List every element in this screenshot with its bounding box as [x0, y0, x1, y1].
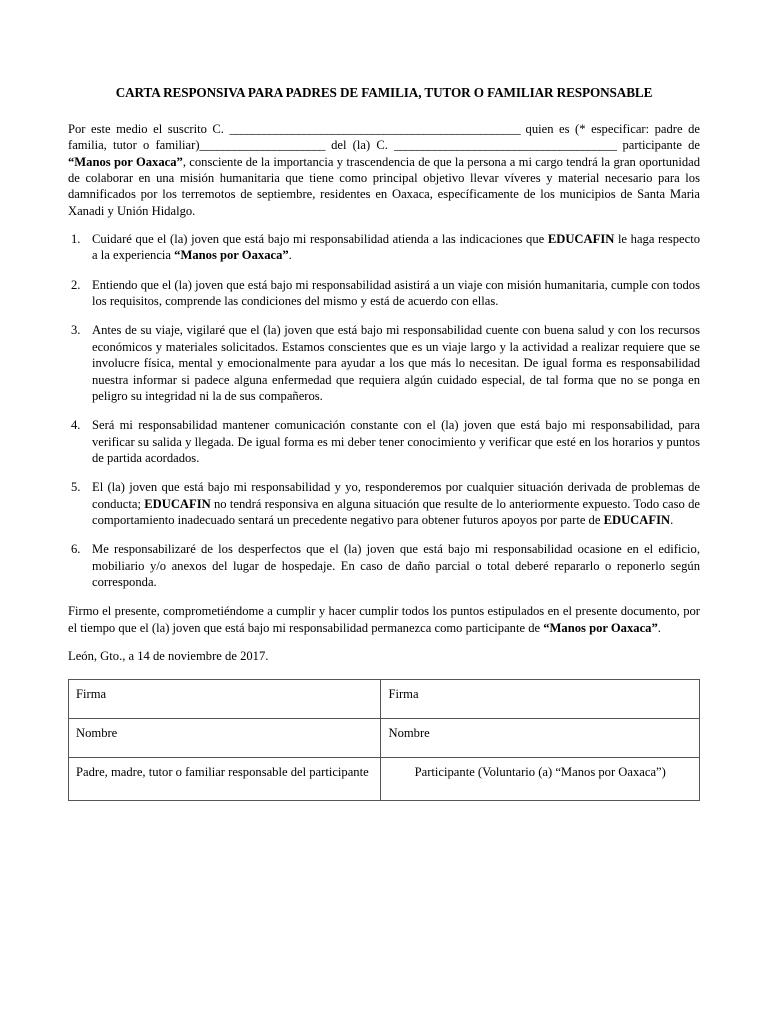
signature-cell-participant-role: Participante (Voluntario (a) “Manos por Oaxaca”)	[381, 757, 700, 800]
intro-segment-5: , consciente de la importancia y trascendencia de que la persona a mi cargo tendrá la gran oportunidad de colaborar en una misión humanitaria que tiene como principal objetivo llevar víveres y material necesario para los damnificados por los terremotos de septiembre, residentes en Oaxaca, específicamente de los municipios de Santa Maria Xanadi y Unión Hidalgo.	[68, 154, 700, 218]
clause-text-part-3: .	[670, 513, 674, 528]
program-name: “Manos por Oaxaca”	[68, 154, 183, 169]
signature-cell-participant-firma: Firma	[381, 679, 700, 718]
clause-list	[68, 231, 700, 590]
closing-text-part-2: .	[657, 620, 661, 635]
clause-bold-1: EDUCAFIN	[144, 496, 211, 511]
clause-text-part-1: Antes de su viaje, vigilaré que el (la) joven que está bajo mi responsabilidad cuente con buena salud y con los recursos económicos y materiales solicitados. Estamos conscientes que es un viaje largo y la actividad a realizar requiere que se involucre física, mental y emocionalmente para ayudar a los que más lo necesitan. De igual forma es responsabilidad nuestra informar si padece alguna enfermedad que requiera algún cuidado especial, de tal forma que no se ponga en peligro su integridad ni la de sus compañeros.	[92, 323, 700, 403]
program-name: “Manos por Oaxaca”	[543, 620, 658, 635]
blank-line-relationship: ______________________	[199, 138, 325, 153]
clause-text-part-2: le haga respecto a la experiencia	[92, 232, 701, 263]
clause-text-part-1: El (la) joven que está bajo mi responsabilidad y yo, responderemos por cualquier situación derivada de problemas de conducta;	[92, 480, 700, 511]
signature-cell-participant-nombre: Nombre	[381, 718, 700, 757]
clause-item	[68, 277, 700, 310]
clause-number: 5.	[71, 480, 81, 495]
blank-line-participant: _______________________________________	[394, 138, 617, 153]
intro-segment-2: quien es (* especificar: padre de familia, tutor o familiar)	[68, 121, 700, 153]
clause-text-part-1: Entiendo que el (la) joven que está bajo mi responsabilidad asistirá a un viaje con misión humanitaria, cumple con todos los requisitos, comprende las condiciones del mismo y está de acuerdo con ellas.	[92, 277, 700, 309]
signature-table	[68, 679, 700, 801]
intro-segment-1: Por este medio el suscrito C.	[68, 121, 230, 136]
clause-text-part-1: Será mi responsabilidad mantener comunicación constante con el (la) joven que está bajo mi responsabilidad, para verificar su salida y llegada. De igual forma es mi deber tener conocimiento y verificar que esté en los horarios y puntos de partida acordados.	[92, 418, 700, 465]
clause-item	[68, 541, 700, 590]
date-and-place-line: León, Gto., a 14 de noviembre de 2017.	[68, 649, 269, 664]
clause-bold-2: EDUCAFIN	[603, 513, 671, 528]
signature-cell-guardian-firma: Firma	[69, 679, 381, 718]
clause-item	[68, 479, 700, 528]
table-row	[69, 757, 700, 800]
closing-paragraph	[68, 603, 700, 636]
table-row	[69, 718, 700, 757]
clause-item	[68, 322, 700, 404]
clause-bold-1: EDUCAFIN	[547, 232, 615, 246]
clause-number: 3.	[71, 323, 81, 338]
intro-segment-3: del (la) C.	[324, 138, 395, 153]
clause-bold-2: “Manos por Oaxaca”	[174, 248, 289, 263]
page-title: CARTA RESPONSIVA PARA PADRES DE FAMILIA, TUTOR O FAMILIAR RESPONSABLE	[115, 85, 653, 100]
signature-cell-guardian-role: Padre, madre, tutor o familiar responsable del participante	[69, 757, 381, 800]
clause-text-part-2: no tendrá responsiva en alguna situación que resulte de lo anteriormente expuesto. Todo caso de comportamiento inadecuado sentará un precedente negativo para obtener futuros apoyos por parte de	[92, 496, 700, 528]
closing-text-part-1: Firmo el presente, comprometiéndome a cumplir y hacer cumplir todos los puntos estipulados en el presente documento, por el tiempo que el (la) joven que está bajo mi responsabilidad permanezca como participante de	[68, 604, 700, 635]
intro-segment-4: participante de	[616, 138, 700, 153]
clause-item	[68, 231, 700, 264]
clause-text-part-3: .	[288, 248, 292, 263]
clause-number: 4.	[71, 418, 81, 433]
clause-number: 6.	[71, 542, 81, 557]
blank-line-name: ___________________________________________________	[229, 121, 521, 136]
clause-number: 2.	[71, 277, 81, 292]
signature-cell-guardian-nombre: Nombre	[69, 718, 381, 757]
clause-text-part-1: Cuidaré que el (la) joven que está bajo mi responsabilidad atienda a las indicaciones que	[92, 232, 548, 246]
clause-text-part-1: Me responsabilizaré de los desperfectos que el (la) joven que está bajo mi responsabilidad ocasione en el edificio, mobiliario y/o anexos del lugar de hospedaje. En caso de daño parcial o total deberé repararlo o reponerlo según corresponda.	[92, 542, 700, 590]
clause-item	[68, 417, 700, 466]
clause-number: 1.	[71, 232, 81, 246]
intro-paragraph	[68, 121, 700, 219]
table-row	[69, 679, 700, 718]
